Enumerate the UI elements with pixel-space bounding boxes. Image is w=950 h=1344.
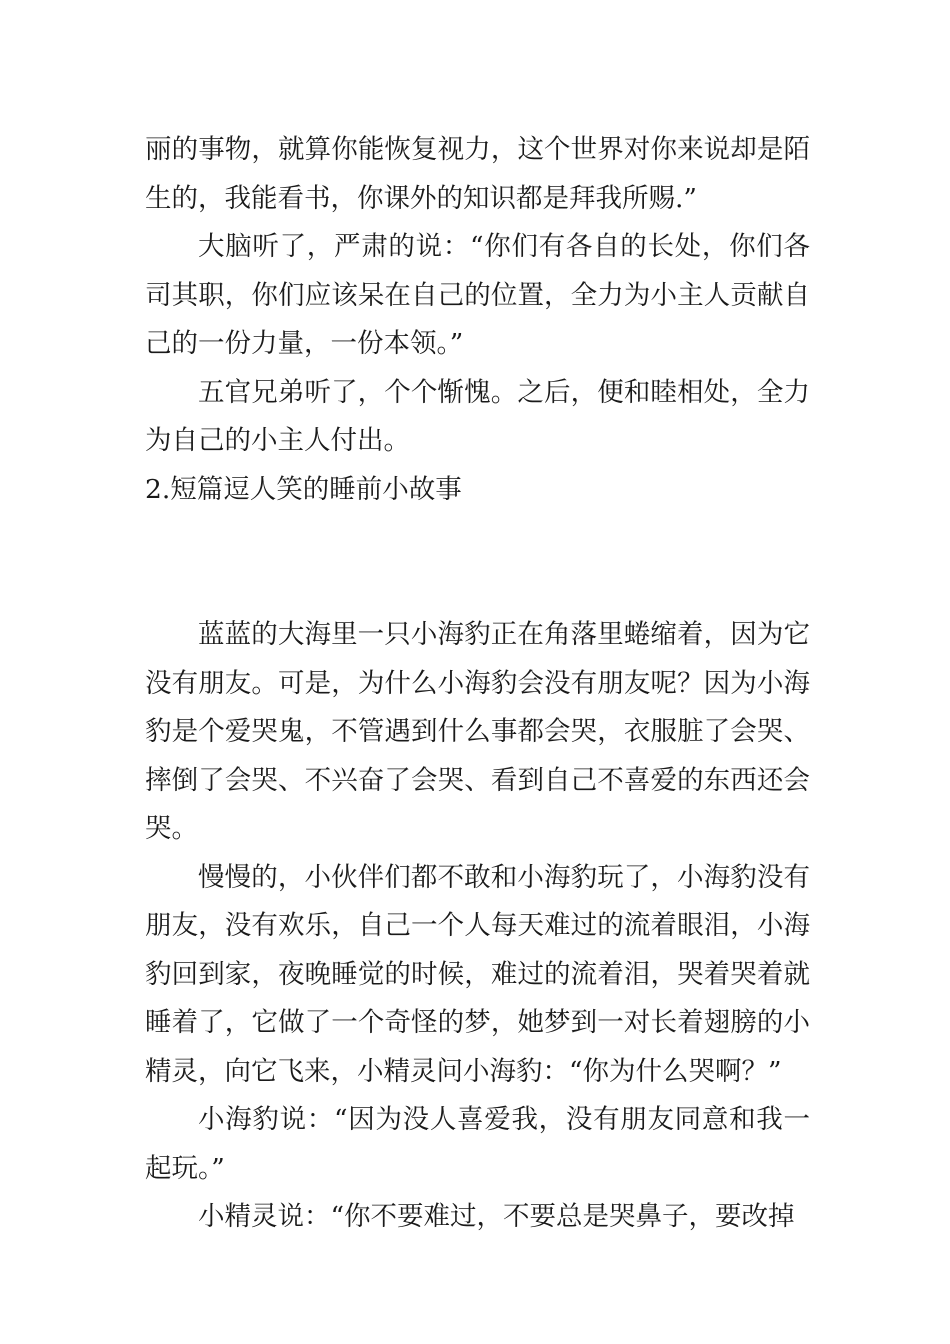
section-heading: 2.短篇逗人笑的睡前小故事 [145,473,462,505]
paragraph-little-seal-intro: 蓝蓝的大海里一只小海豹正在角落里蜷缩着，因为它没有朋友。可是，为什么小海豹会没有朋友呢？因为小海豹是个爱哭鬼，不管遇到什么事都会哭，衣服脏了会哭、摔倒了会哭、不兴奋了会哭、看到自己不喜爱的东西还会哭。 [145,619,810,844]
section-spacer [145,514,810,611]
paragraph-little-seal-reply: 小海豹说：“因为没人喜爱我，没有朋友同意和我一起玩。” [145,1104,810,1184]
paragraph-brain-speech: 大脑听了，严肃的说：“你们有各自的长处，你们各司其职，你们应该呆在自己的位置，全力为小主人贡献自己的一份力量，一份本领。” [145,231,810,359]
paragraph-fairy-reply: 小精灵说：“你不要难过，不要总是哭鼻子，要改掉 [198,1201,795,1232]
paragraph-continuation: 丽的事物，就算你能恢复视力，这个世界对你来说却是陌生的，我能看书，你课外的知识都是拜我所赐.” [145,134,810,214]
document-body [145,126,810,1242]
paragraph-five-senses-ending: 五官兄弟听了，个个惭愧。之后，便和睦相处，全力为自己的小主人付出。 [145,376,810,456]
paragraph-little-seal-dream: 慢慢的，小伙伴们都不敢和小海豹玩了，小海豹没有朋友，没有欢乐，自己一个人每天难过的流着眼泪，小海豹回到家，夜晚睡觉的时候，难过的流着泪，哭着哭着就睡着了，它做了一个奇怪的梦，她梦到一对长着翅膀的小精灵，向它飞来，小精灵问小海豹：“你为什么哭啊？” [145,861,810,1087]
